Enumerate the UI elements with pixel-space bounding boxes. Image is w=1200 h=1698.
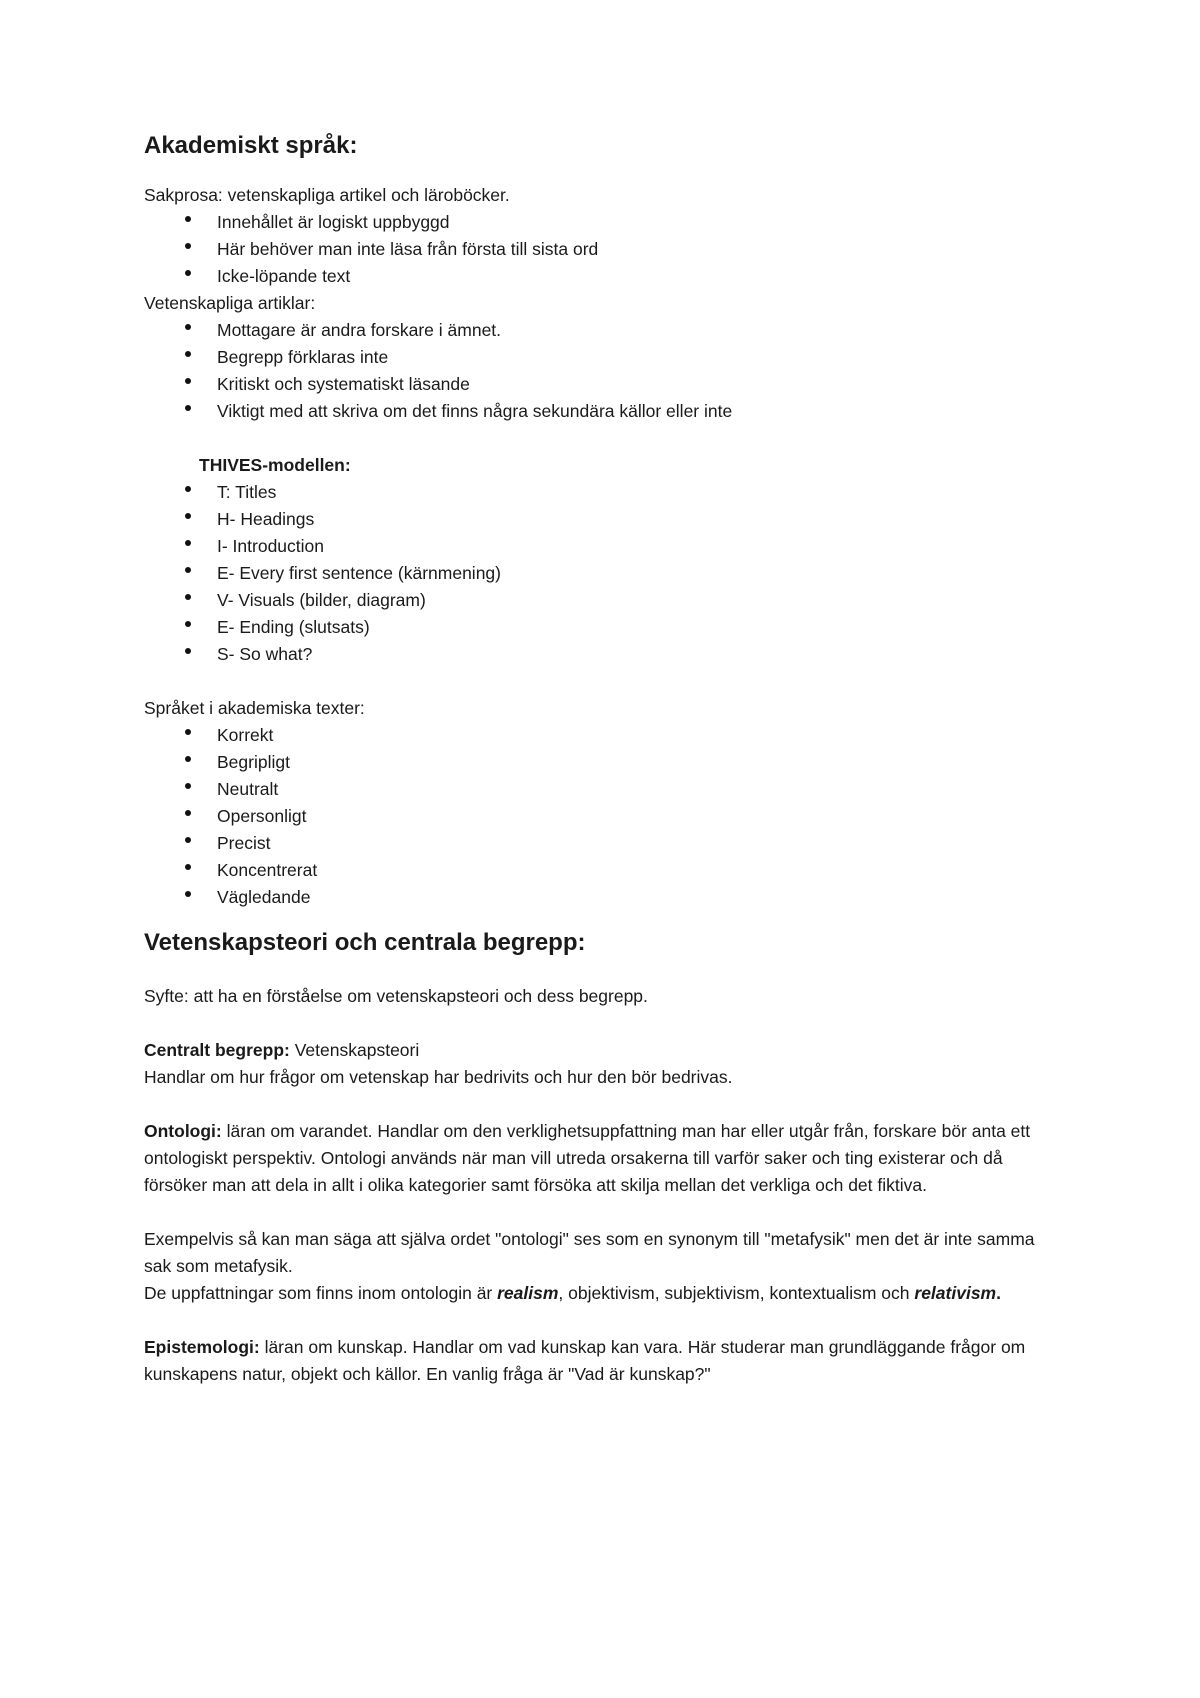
list-item: Här behöver man inte läsa från första till sista ord	[144, 236, 1064, 263]
uppfattningar-text-end: .	[996, 1283, 1001, 1303]
list-item: Neutralt	[144, 776, 1064, 803]
artiklar-list	[144, 317, 1064, 425]
list-item: S- So what?	[144, 641, 1064, 668]
spacer	[144, 1091, 1064, 1118]
list-item: Begrepp förklaras inte	[144, 344, 1064, 371]
section-title-akademiskt-sprak: Akademiskt språk:	[144, 132, 358, 159]
centralt-begrepp-label: Centralt begrepp:	[144, 1040, 290, 1060]
ontologi-label: Ontologi:	[144, 1121, 222, 1141]
ontologi-paragraph	[144, 1118, 1064, 1199]
spraket-list	[144, 722, 1064, 911]
centralt-begrepp-value: Vetenskapsteori	[289, 1040, 420, 1060]
list-item: I- Introduction	[144, 533, 1064, 560]
thives-list	[144, 479, 1064, 668]
relativism-term: relativism	[914, 1283, 997, 1303]
artiklar-intro: Vetenskapliga artiklar:	[144, 293, 316, 313]
list-item: Kritiskt och systematiskt läsande	[144, 371, 1064, 398]
epistemologi-text: läran om kunskap. Handlar om vad kunskap kan vara. Här studerar man grundläggande frågor om kunskapens natur, objekt och källor. En vanlig fråga är "Vad är kunskap?"	[144, 1337, 1026, 1384]
list-item: Mottagare är andra forskare i ämnet.	[144, 317, 1064, 344]
uppfattningar-text-start: De uppfattningar som finns inom ontologin är	[144, 1283, 498, 1303]
list-item: H- Headings	[144, 506, 1064, 533]
syfte-paragraph: Syfte: att ha en förståelse om vetenskapsteori och dess begrepp.	[144, 986, 648, 1006]
list-item: E- Every first sentence (kärnmening)	[144, 560, 1064, 587]
sakprosa-list	[144, 209, 1064, 290]
spacer	[144, 1199, 1064, 1226]
centralt-begrepp-text: Handlar om hur frågor om vetenskap har bedrivits och hur den bör bedrivas.	[144, 1067, 733, 1087]
document-page	[144, 130, 1064, 1388]
epistemologi-paragraph	[144, 1334, 1064, 1388]
uppfattningar-text-middle: , objektivism, subjektivism, kontextualism och	[558, 1283, 915, 1303]
list-item: Begripligt	[144, 749, 1064, 776]
realism-term: realism	[497, 1283, 559, 1303]
list-item: Innehållet är logiskt uppbyggd	[144, 209, 1064, 236]
list-item: Korrekt	[144, 722, 1064, 749]
exempel-paragraph: Exempelvis så kan man säga att själva ordet "ontologi" ses som en synonym till "metafysik" men det är inte samma sak som metafysik.	[144, 1229, 1035, 1276]
list-item: V- Visuals (bilder, diagram)	[144, 587, 1064, 614]
spacer	[144, 1307, 1064, 1334]
list-item: E- Ending (slutsats)	[144, 614, 1064, 641]
section-title-vetenskapsteori: Vetenskapsteori och centrala begrepp:	[144, 929, 586, 956]
list-item: Viktigt med att skriva om det finns några sekundära källor eller inte	[144, 398, 1064, 425]
list-item: Koncentrerat	[144, 857, 1064, 884]
ontologi-text: läran om varandet. Handlar om den verklighetsuppfattning man har eller utgår från, forskare bör anta ett ontologiskt perspektiv. Ontologi används när man vill utreda orsakerna till varför saker och ting existerar och då försöker man att dela in allt i olika kategorier samt försöka att skilja mellan det verkliga och det fiktiva.	[144, 1121, 1031, 1195]
epistemologi-label: Epistemologi:	[144, 1337, 260, 1357]
centralt-begrepp-line	[144, 1037, 1064, 1064]
list-item: Icke-löpande text	[144, 263, 1064, 290]
sakprosa-intro: Sakprosa: vetenskapliga artikel och läroböcker.	[144, 185, 510, 205]
list-item: Opersonligt	[144, 803, 1064, 830]
list-item: Precist	[144, 830, 1064, 857]
spacer	[144, 1010, 1064, 1037]
uppfattningar-paragraph	[144, 1280, 1064, 1307]
spacer	[144, 668, 1064, 695]
list-item: Vägledande	[144, 884, 1064, 911]
list-item: T: Titles	[144, 479, 1064, 506]
spraket-intro: Språket i akademiska texter:	[144, 698, 365, 718]
thives-heading: THIVES-modellen:	[199, 455, 351, 475]
spacer	[144, 425, 1064, 452]
